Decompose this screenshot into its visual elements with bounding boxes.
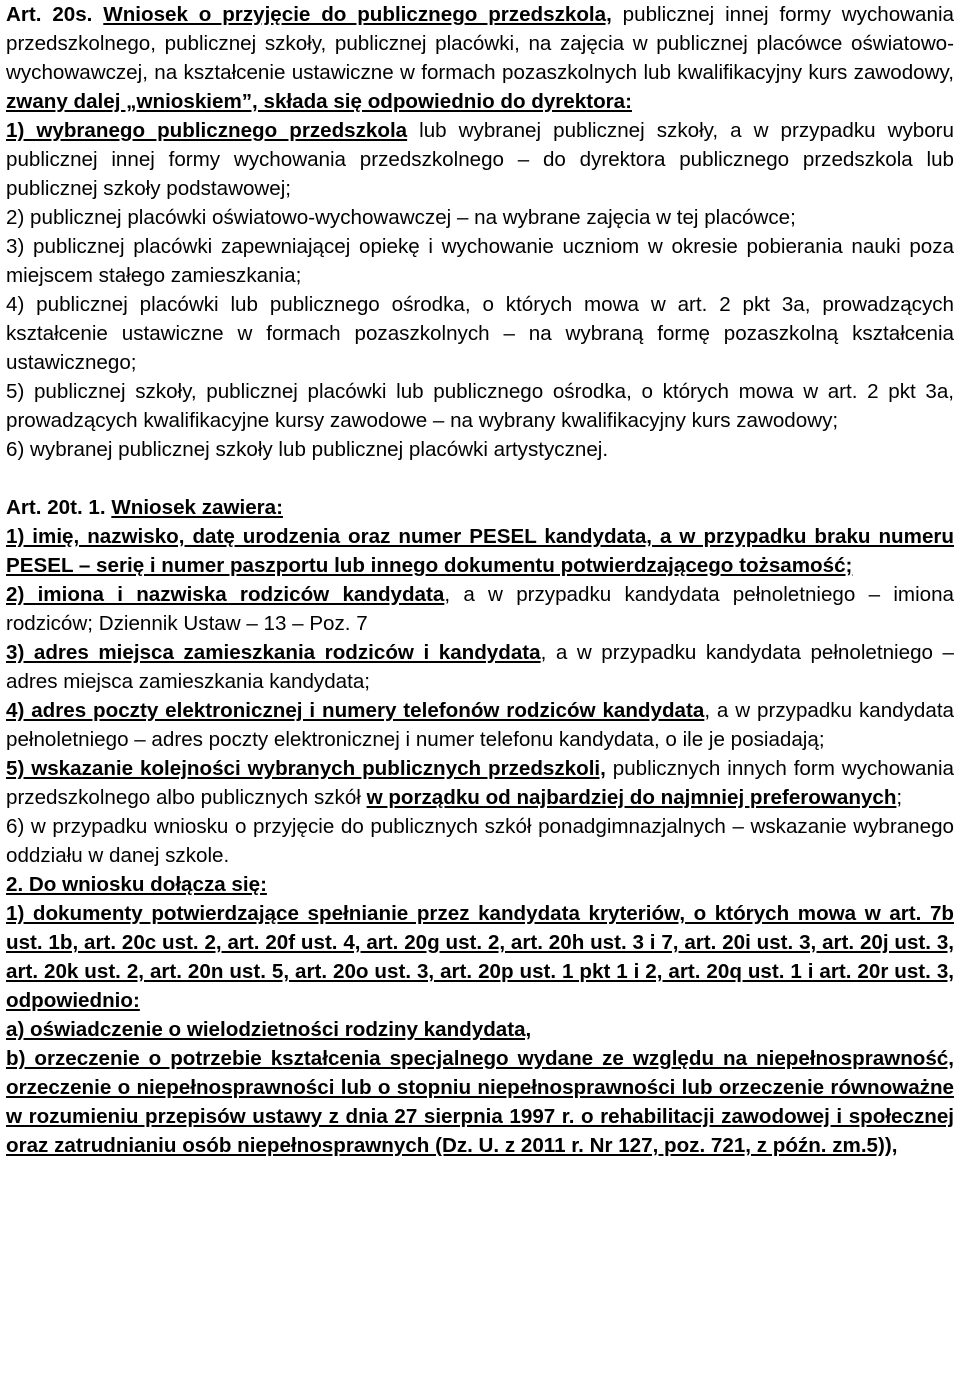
art-20t-section-2-item-a: a) oświadczenie o wielodzietności rodziny kandydata, xyxy=(6,1018,532,1041)
art-20s-intro-tail: zwany dalej „wnioskiem”, składa się odpowiednio do dyrektora: xyxy=(6,90,632,113)
art-20t-section-2-item-1: 1) dokumenty potwierdzające spełnianie przez kandydata kryteriów, o których mowa w art. 7b ust. 1b, art. 20c ust. 2, art. 20f ust. 4, art. 20g ust. 2, art. 20h ust. 3 i 7, art. 20i ust. 3, art. 20j ust. 3, art. 20k ust. 2, art. 20n ust. 5, art. 20o ust. 3, art. 20p ust. 1 pkt 1 i 2, art. 20q ust. 1 i art. 20r ust. 3, odpowiednio: xyxy=(6,902,954,1012)
art-20t-heading-line xyxy=(6,493,954,522)
art-20t-item-5 xyxy=(6,754,954,812)
art-20t-item-3 xyxy=(6,638,954,696)
art-20s-item-1-text: lub wybranej publicznej szkoły, a w przypadku wyboru publicznej innej formy wychowania przedszkolnego – do dyrektora publicznego przedszkola lub publicznej szkoły podstawowej; xyxy=(6,119,954,200)
art-20t-item-3-text: , a w przypadku kandydata pełnoletniego – adres miejsca zamieszkania kandydata; xyxy=(6,641,954,693)
art-20t-heading: Art. 20t. 1. xyxy=(6,496,106,519)
art-20s-item-6: 6) wybranej publicznej szkoły lub publicznej placówki artystycznej. xyxy=(6,438,609,461)
art-20t-item-5-emphasis: 5) wskazanie kolejności wybranych publicznych przedszkoli, xyxy=(6,757,606,780)
art-20t-item-5-tail: w porządku od najbardziej do najmniej preferowanych xyxy=(366,786,897,809)
art-20s-intro-emphasis: Wniosek o przyjęcie do publicznego przedszkola, xyxy=(103,3,612,26)
art-20s-item-5: 5) publicznej szkoły, publicznej placówki lub publicznego ośrodka, o których mowa w art. 2 pkt 3a, prowadzących kwalifikacyjne kursy zawodowe – na wybrany kwalifikacyjny kurs zawodowy; xyxy=(6,380,954,432)
art-20s-item-3: 3) publicznej placówki zapewniającej opiekę i wychowanie uczniom w okresie pobierania nauki poza miejscem stałego zamieszkania; xyxy=(6,235,954,287)
art-20t-item-5-end: ; xyxy=(896,786,903,809)
art-20s-item-1 xyxy=(6,116,954,203)
art-20t-item-4 xyxy=(6,696,954,754)
art-20s-item-2: 2) publicznej placówki oświatowo-wychowawczej – na wybrane zajęcia w tej placówce; xyxy=(6,206,796,229)
art-20t-item-2-text: , a w przypadku kandydata pełnoletniego – imiona rodziców; Dziennik Ustaw – 13 – Poz. 7 xyxy=(6,583,955,635)
art-20t-item-2 xyxy=(6,580,954,638)
art-20t-item-2-emphasis: 2) imiona i nazwiska rodziców kandydata xyxy=(6,583,445,606)
art-20t-section-2-heading: 2. Do wniosku dołącza się: xyxy=(6,873,267,896)
art-20s-heading: Art. 20s. xyxy=(6,3,93,26)
art-20t-item-1: 1) imię, nazwisko, datę urodzenia oraz numer PESEL kandydata, a w przypadku braku numeru PESEL – serię i numer paszportu lub innego dokumentu potwierdzającego tożsamość; xyxy=(6,525,954,577)
art-20t-section-2-item-b: b) orzeczenie o potrzebie kształcenia specjalnego wydane ze względu na niepełnosprawność, orzeczenie o niepełnosprawności lub o stopniu niepełnosprawności lub orzeczenie równoważne w rozumieniu przepisów ustawy z dnia 27 sierpnia 1997 r. o rehabilitacji zawodowej i społecznej oraz zatrudnianiu osób niepełnosprawnych (Dz. U. z 2011 r. Nr 127, poz. 721, z późn. zm.5)), xyxy=(6,1047,954,1157)
art-20t-item-6: 6) w przypadku wniosku o przyjęcie do publicznych szkół ponadgimnazjalnych – wskazanie wybranego oddziału w danej szkole. xyxy=(6,815,954,867)
art-20s-intro xyxy=(6,0,954,116)
art-20t-item-3-emphasis: 3) adres miejsca zamieszkania rodziców i kandydata xyxy=(6,641,541,664)
art-20t-item-4-emphasis: 4) adres poczty elektronicznej i numery telefonów rodziców kandydata xyxy=(6,699,705,722)
art-20t-item-5-text: publicznych innych form wychowania przedszkolnego albo publicznych szkół xyxy=(6,757,954,809)
art-20s-item-1-emphasis: 1) wybranego publicznego przedszkola xyxy=(6,119,408,142)
art-20s-item-4: 4) publicznej placówki lub publicznego ośrodka, o których mowa w art. 2 pkt 3a, prowadzących kształcenie ustawiczne w formach pozaszkolnych – na wybraną formę pozaszkolną kształcenia ustawicznego; xyxy=(6,293,954,374)
art-20t-heading-emphasis: Wniosek zawiera: xyxy=(111,496,283,519)
paragraph-gap xyxy=(6,464,954,493)
art-20s-intro-text: publicznej innej formy wychowania przedszkolnego, publicznej szkoły, publicznej placówki, na zajęcia w publicznej placówce oświatowo-wychowawczej, na kształcenie ustawiczne w formach pozaszkolnych lub kwalifikacyjny kurs zawodowy, xyxy=(6,3,954,84)
art-20t-item-4-text: , a w przypadku kandydata pełnoletniego – adres poczty elektronicznej i numer telefonu kandydata, o ile je posiadają; xyxy=(6,699,954,751)
